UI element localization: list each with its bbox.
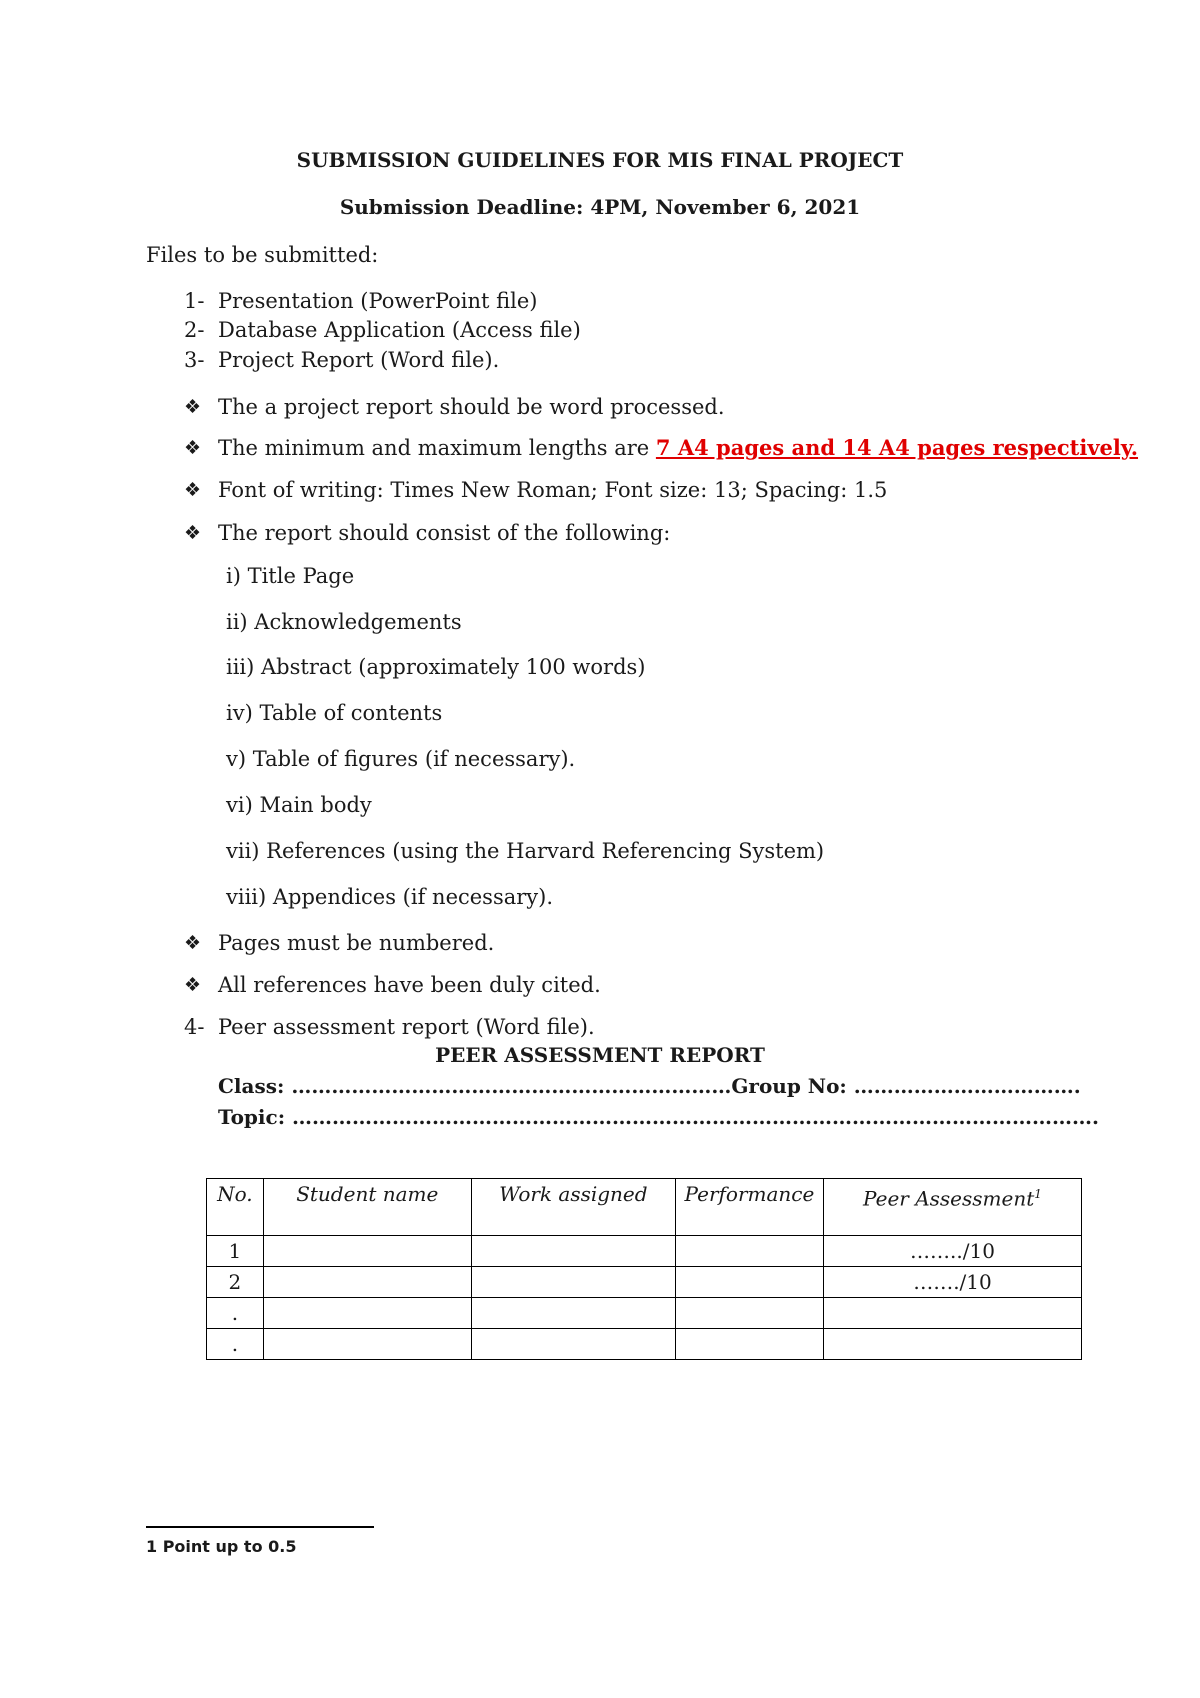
report-part: vii) References (using the Harvard Referencing System) <box>226 839 825 863</box>
footnote: 1 Point up to 0.5 <box>146 1537 297 1556</box>
bullet-icon: ❖ <box>184 396 202 418</box>
cell-work-assigned[interactable] <box>471 1329 675 1360</box>
report-part: iv) Table of contents <box>226 701 443 725</box>
table-row <box>207 1329 1082 1360</box>
bullet-icon: ❖ <box>184 437 202 459</box>
class-group-line: Class: …………………………………………………………Group No: ……………………………. <box>218 1074 1081 1098</box>
report-part: v) Table of figures (if necessary). <box>226 747 576 771</box>
cell-no: 2 <box>207 1267 264 1298</box>
files-intro: Files to be submitted: <box>146 243 379 267</box>
column-header-work-assigned: Work assigned <box>471 1179 675 1236</box>
cell-performance[interactable] <box>675 1267 823 1298</box>
cell-peer-score[interactable] <box>823 1298 1081 1329</box>
cell-performance[interactable] <box>675 1329 823 1360</box>
peer-assessment-table <box>206 1178 1082 1360</box>
cell-work-assigned[interactable] <box>471 1236 675 1267</box>
footnote-separator <box>146 1526 374 1528</box>
table-row <box>207 1236 1082 1267</box>
cell-performance[interactable] <box>675 1298 823 1329</box>
list-item: The a project report should be word processed. <box>218 395 725 419</box>
list-number: 4- <box>184 1015 205 1039</box>
column-header-student-name: Student name <box>263 1179 471 1236</box>
footnote-ref: 1 <box>1034 1187 1042 1201</box>
bullet-icon: ❖ <box>184 932 202 954</box>
list-item: All references have been duly cited. <box>218 973 601 997</box>
list-item <box>218 435 1138 461</box>
cell-no: . <box>207 1298 264 1329</box>
list-item: Font of writing: Times New Roman; Font size: 13; Spacing: 1.5 <box>218 478 888 502</box>
peer-assessment-label: Peer Assessment <box>863 1186 1035 1211</box>
cell-student-name[interactable] <box>263 1267 471 1298</box>
list-item: The report should consist of the following: <box>218 521 671 545</box>
column-header-performance: Performance <box>675 1179 823 1236</box>
list-item: Presentation (PowerPoint file) <box>218 289 538 313</box>
column-header-peer-assessment <box>823 1179 1081 1236</box>
cell-no: . <box>207 1329 264 1360</box>
list-item: Database Application (Access file) <box>218 318 581 342</box>
report-part: viii) Appendices (if necessary). <box>226 885 554 909</box>
cell-peer-score[interactable]: ……../10 <box>823 1236 1081 1267</box>
cell-performance[interactable] <box>675 1236 823 1267</box>
cell-student-name[interactable] <box>263 1236 471 1267</box>
cell-no: 1 <box>207 1236 264 1267</box>
list-item: Project Report (Word file). <box>218 348 500 372</box>
submission-deadline: Submission Deadline: 4PM, November 6, 2021 <box>339 195 861 219</box>
bullet-icon: ❖ <box>184 522 202 544</box>
table-header-row <box>207 1179 1082 1236</box>
report-part: i) Title Page <box>226 564 355 588</box>
cell-student-name[interactable] <box>263 1298 471 1329</box>
length-requirement-text: The minimum and maximum lengths are <box>218 436 656 460</box>
document-title: SUBMISSION GUIDELINES FOR MIS FINAL PROJECT <box>296 148 904 172</box>
column-header-no: No. <box>207 1179 264 1236</box>
cell-student-name[interactable] <box>263 1329 471 1360</box>
topic-line: Topic: …………………………………………………………………………………………………………. <box>218 1105 1099 1129</box>
list-number: 3- <box>184 348 205 372</box>
length-highlight: 7 A4 pages and 14 A4 pages respectively. <box>655 435 1139 460</box>
table-row <box>207 1267 1082 1298</box>
list-number: 1- <box>184 289 205 313</box>
report-part: iii) Abstract (approximately 100 words) <box>226 655 646 679</box>
peer-report-title: PEER ASSESSMENT REPORT <box>435 1043 765 1067</box>
cell-work-assigned[interactable] <box>471 1298 675 1329</box>
list-item: Pages must be numbered. <box>218 931 495 955</box>
list-number: 2- <box>184 318 205 342</box>
report-part: vi) Main body <box>226 793 372 817</box>
list-item: Peer assessment report (Word file). <box>218 1015 595 1039</box>
cell-peer-score[interactable]: ……./10 <box>823 1267 1081 1298</box>
cell-work-assigned[interactable] <box>471 1267 675 1298</box>
cell-peer-score[interactable] <box>823 1329 1081 1360</box>
bullet-icon: ❖ <box>184 479 202 501</box>
report-part: ii) Acknowledgements <box>226 610 462 634</box>
bullet-icon: ❖ <box>184 974 202 996</box>
table-row <box>207 1298 1082 1329</box>
